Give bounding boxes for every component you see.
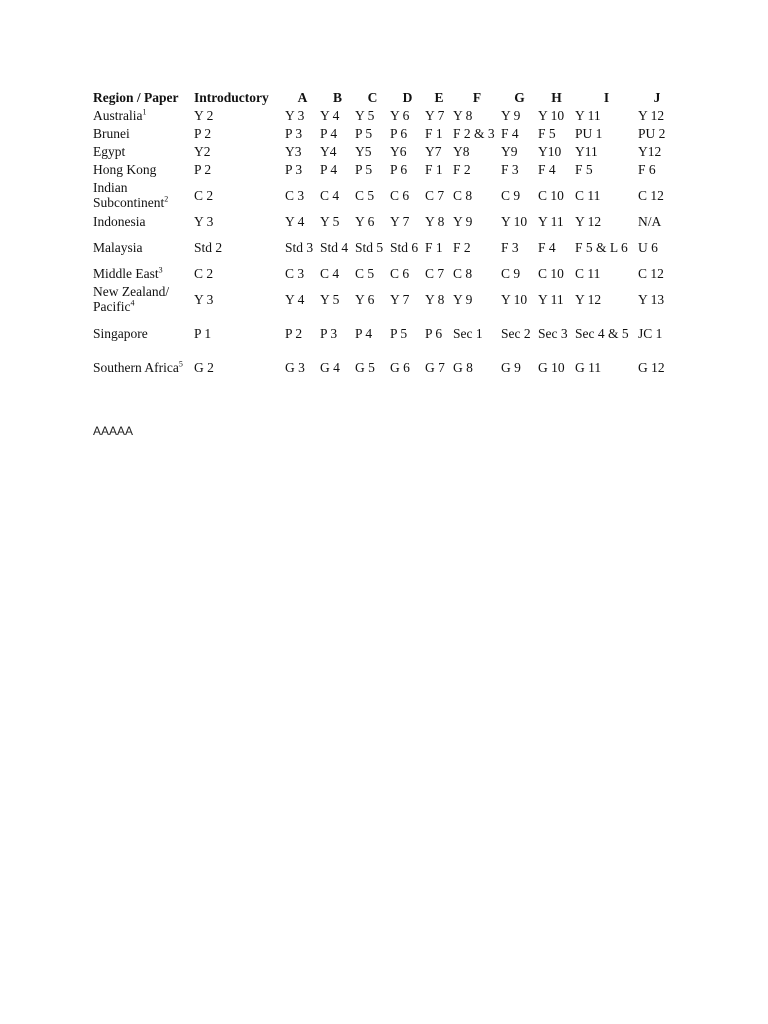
grade-cell: Y 6 <box>355 213 375 229</box>
grade-cell: G 12 <box>638 359 665 375</box>
region-name: Brunei <box>93 125 130 141</box>
grade-cell: C 10 <box>538 265 564 281</box>
grade-cell: Std 4 <box>320 239 349 255</box>
grade-cell: C 10 <box>538 187 564 203</box>
grade-cell: Y 7 <box>425 107 445 123</box>
grade-cell: P 3 <box>285 125 303 141</box>
grade-cell: P 5 <box>355 125 373 141</box>
grade-cell: P 3 <box>320 325 338 341</box>
grade-cell: U 6 <box>638 239 658 255</box>
header-j: J <box>653 89 661 105</box>
grade-cell: C 8 <box>453 187 473 203</box>
header-e: E <box>434 89 444 105</box>
grade-cell: G 10 <box>538 359 565 375</box>
grade-cell: P 5 <box>390 325 408 341</box>
grade-cell: C 6 <box>390 265 410 281</box>
header-h: H <box>551 89 562 105</box>
table-row <box>93 124 676 142</box>
grade-cell: F 5 <box>538 125 556 141</box>
grade-cell: C 12 <box>638 265 664 281</box>
grade-cell: P 6 <box>425 325 443 341</box>
grade-cell: Y2 <box>194 143 211 159</box>
footnote-marker: 2 <box>164 194 169 204</box>
grade-cell: C 3 <box>285 187 305 203</box>
grade-cell: C 7 <box>425 265 445 281</box>
grade-cell: G 9 <box>501 359 521 375</box>
grade-cell: Y 5 <box>355 107 375 123</box>
grade-cell: Y8 <box>453 143 470 159</box>
grade-cell: Y 7 <box>390 291 410 307</box>
grade-cell: Y 13 <box>638 291 665 307</box>
grade-cell: G 2 <box>194 359 214 375</box>
grade-cell: F 5 & L 6 <box>575 239 628 255</box>
grade-cell: Y 9 <box>501 107 521 123</box>
grade-cell: C 11 <box>575 265 601 281</box>
region-cell <box>93 212 194 230</box>
grade-cell: Std 5 <box>355 239 384 255</box>
grade-cell: PU 2 <box>638 125 666 141</box>
region-name: Hong Kong <box>93 161 157 177</box>
footnote-marker: 4 <box>130 298 135 308</box>
grade-cell: Y 5 <box>320 213 340 229</box>
grade-cell: Y7 <box>425 143 442 159</box>
footnote-marker: 1 <box>142 107 147 116</box>
grade-cell: P 4 <box>320 161 338 177</box>
grade-cell: P 3 <box>285 161 303 177</box>
grade-cell: Y 8 <box>425 291 445 307</box>
region-name: Singapore <box>93 325 148 341</box>
grade-cell: G 3 <box>285 359 305 375</box>
grade-cell: G 4 <box>320 359 340 375</box>
region-name: Indonesia <box>93 213 146 229</box>
grade-cell: Y 6 <box>355 291 375 307</box>
grade-cell: F 6 <box>638 161 656 177</box>
region-name: Egypt <box>93 143 126 159</box>
grade-cell: C 7 <box>425 187 445 203</box>
table-row <box>93 106 676 124</box>
grade-cell: Y 7 <box>390 213 410 229</box>
grade-cell: P 6 <box>390 125 408 141</box>
grade-cell: C 5 <box>355 265 375 281</box>
grade-cell: C 12 <box>638 187 664 203</box>
grade-cell: Std 6 <box>390 239 419 255</box>
region-name: New Zealand/ Pacific <box>93 284 170 314</box>
grade-cell: Y 10 <box>538 107 565 123</box>
grade-cell: C 9 <box>501 187 521 203</box>
grade-cell: Y 4 <box>285 291 305 307</box>
grade-cell: G 5 <box>355 359 375 375</box>
grade-cell: F 4 <box>538 239 556 255</box>
grade-cell: Y 12 <box>575 291 602 307</box>
grade-cell: Y12 <box>638 143 662 159</box>
table-row <box>93 264 676 282</box>
region-name: Southern Africa <box>93 359 179 375</box>
grade-cell: Y 3 <box>194 291 214 307</box>
grade-cell: Y 12 <box>638 107 665 123</box>
grade-cell: F 5 <box>575 161 593 177</box>
grade-cell: P 4 <box>355 325 373 341</box>
grade-cell: F 3 <box>501 161 519 177</box>
region-name: Australia <box>93 107 143 123</box>
grade-cell: JC 1 <box>638 325 663 341</box>
grade-cell: Std 2 <box>194 239 223 255</box>
grade-cell: P 4 <box>320 125 338 141</box>
grade-cell: PU 1 <box>575 125 603 141</box>
grade-cell: Y 10 <box>501 291 528 307</box>
grade-cell: C 2 <box>194 187 214 203</box>
grade-cell: Y3 <box>285 143 302 159</box>
table-row <box>93 212 676 230</box>
region-cell <box>93 230 194 264</box>
header-introductory: Introductory <box>194 89 269 105</box>
grade-cell: Sec 3 <box>538 325 568 341</box>
grade-cell: Y10 <box>538 143 562 159</box>
grade-cell: Sec 1 <box>453 325 483 341</box>
table-row <box>93 282 676 316</box>
grade-cell: P 5 <box>355 161 373 177</box>
grade-cell: G 11 <box>575 359 602 375</box>
grade-cell: P 2 <box>194 161 212 177</box>
grade-cell: Y 2 <box>194 107 214 123</box>
grade-cell: C 11 <box>575 187 601 203</box>
footer-note: AAAAA <box>93 424 134 438</box>
header-b: B <box>332 89 342 105</box>
grade-cell: F 1 <box>425 239 443 255</box>
grade-cell: Y9 <box>501 143 518 159</box>
grade-cell: Y 11 <box>538 213 564 229</box>
table-row <box>93 178 676 212</box>
grade-cell: F 2 <box>453 161 471 177</box>
footnote-marker: 5 <box>178 359 183 368</box>
grade-cell: C 4 <box>320 187 340 203</box>
grade-cell: C 9 <box>501 265 521 281</box>
grade-cell: Y 8 <box>425 213 445 229</box>
grade-cell: F 3 <box>501 239 519 255</box>
region-cell <box>93 106 194 124</box>
header-d: D <box>402 89 413 105</box>
grade-cell: Y 6 <box>390 107 410 123</box>
table-row <box>93 142 676 160</box>
grade-cell: C 2 <box>194 265 214 281</box>
region-cell <box>93 178 194 212</box>
grade-cell: Y 4 <box>285 213 305 229</box>
grade-cell: P 1 <box>194 325 212 341</box>
grade-cell: Std 3 <box>285 239 314 255</box>
grade-cell: Y 8 <box>453 107 473 123</box>
region-name: Malaysia <box>93 239 143 255</box>
grade-cell: Sec 2 <box>501 325 531 341</box>
grade-cell: Y 10 <box>501 213 528 229</box>
grade-cell: Y11 <box>575 143 598 159</box>
grade-cell: C 6 <box>390 187 410 203</box>
region-cell <box>93 124 194 142</box>
grade-cell: C 3 <box>285 265 305 281</box>
grade-cell: F 2 <box>453 239 471 255</box>
region-cell <box>93 160 194 178</box>
region-cell <box>93 316 194 350</box>
grade-cell: F 1 <box>425 125 443 141</box>
region-cell <box>93 264 194 282</box>
grade-cell: Sec 4 & 5 <box>575 325 629 341</box>
grade-cell: N/A <box>638 213 662 229</box>
grade-equivalence-table <box>93 88 676 384</box>
region-name: Indian Subcontinent <box>93 180 165 210</box>
region-cell <box>93 142 194 160</box>
header-g: G <box>514 89 525 105</box>
table-row <box>93 160 676 178</box>
grade-cell: P 2 <box>285 325 303 341</box>
grade-cell: C 4 <box>320 265 340 281</box>
footnote-marker: 3 <box>158 265 163 274</box>
header-f: F <box>472 89 482 105</box>
grade-cell: Y6 <box>390 143 407 159</box>
grade-cell: C 5 <box>355 187 375 203</box>
grade-cell: Y 11 <box>538 291 564 307</box>
table-body <box>93 106 676 384</box>
header-c: C <box>367 89 378 105</box>
header-i: I <box>603 89 610 105</box>
region-cell <box>93 350 194 384</box>
region-cell <box>93 282 194 316</box>
header-region-paper: Region / Paper <box>93 89 179 105</box>
grade-cell: P 6 <box>390 161 408 177</box>
header-a: A <box>297 89 308 105</box>
grade-cell: F 4 <box>538 161 556 177</box>
grade-cell: Y 5 <box>320 291 340 307</box>
grade-cell: Y 12 <box>575 213 602 229</box>
grade-cell: Y 9 <box>453 213 473 229</box>
grade-cell: Y 9 <box>453 291 473 307</box>
table-row <box>93 230 676 264</box>
table-row <box>93 316 676 350</box>
grade-cell: G 6 <box>390 359 410 375</box>
grade-cell: G 7 <box>425 359 445 375</box>
grade-cell: Y 11 <box>575 107 601 123</box>
grade-cell: Y 4 <box>320 107 340 123</box>
grade-cell: C 8 <box>453 265 473 281</box>
grade-cell: Y4 <box>320 143 337 159</box>
grade-cell: G 8 <box>453 359 473 375</box>
grade-cell: Y 3 <box>194 213 214 229</box>
region-name: Middle East <box>93 265 159 281</box>
grade-cell: F 4 <box>501 125 519 141</box>
grade-cell: Y 3 <box>285 107 305 123</box>
grade-cell: F 1 <box>425 161 443 177</box>
grade-cell: Y5 <box>355 143 372 159</box>
header-row <box>93 88 676 106</box>
grade-cell: F 2 & 3 <box>453 125 495 141</box>
table-row <box>93 350 676 384</box>
grade-cell: P 2 <box>194 125 212 141</box>
